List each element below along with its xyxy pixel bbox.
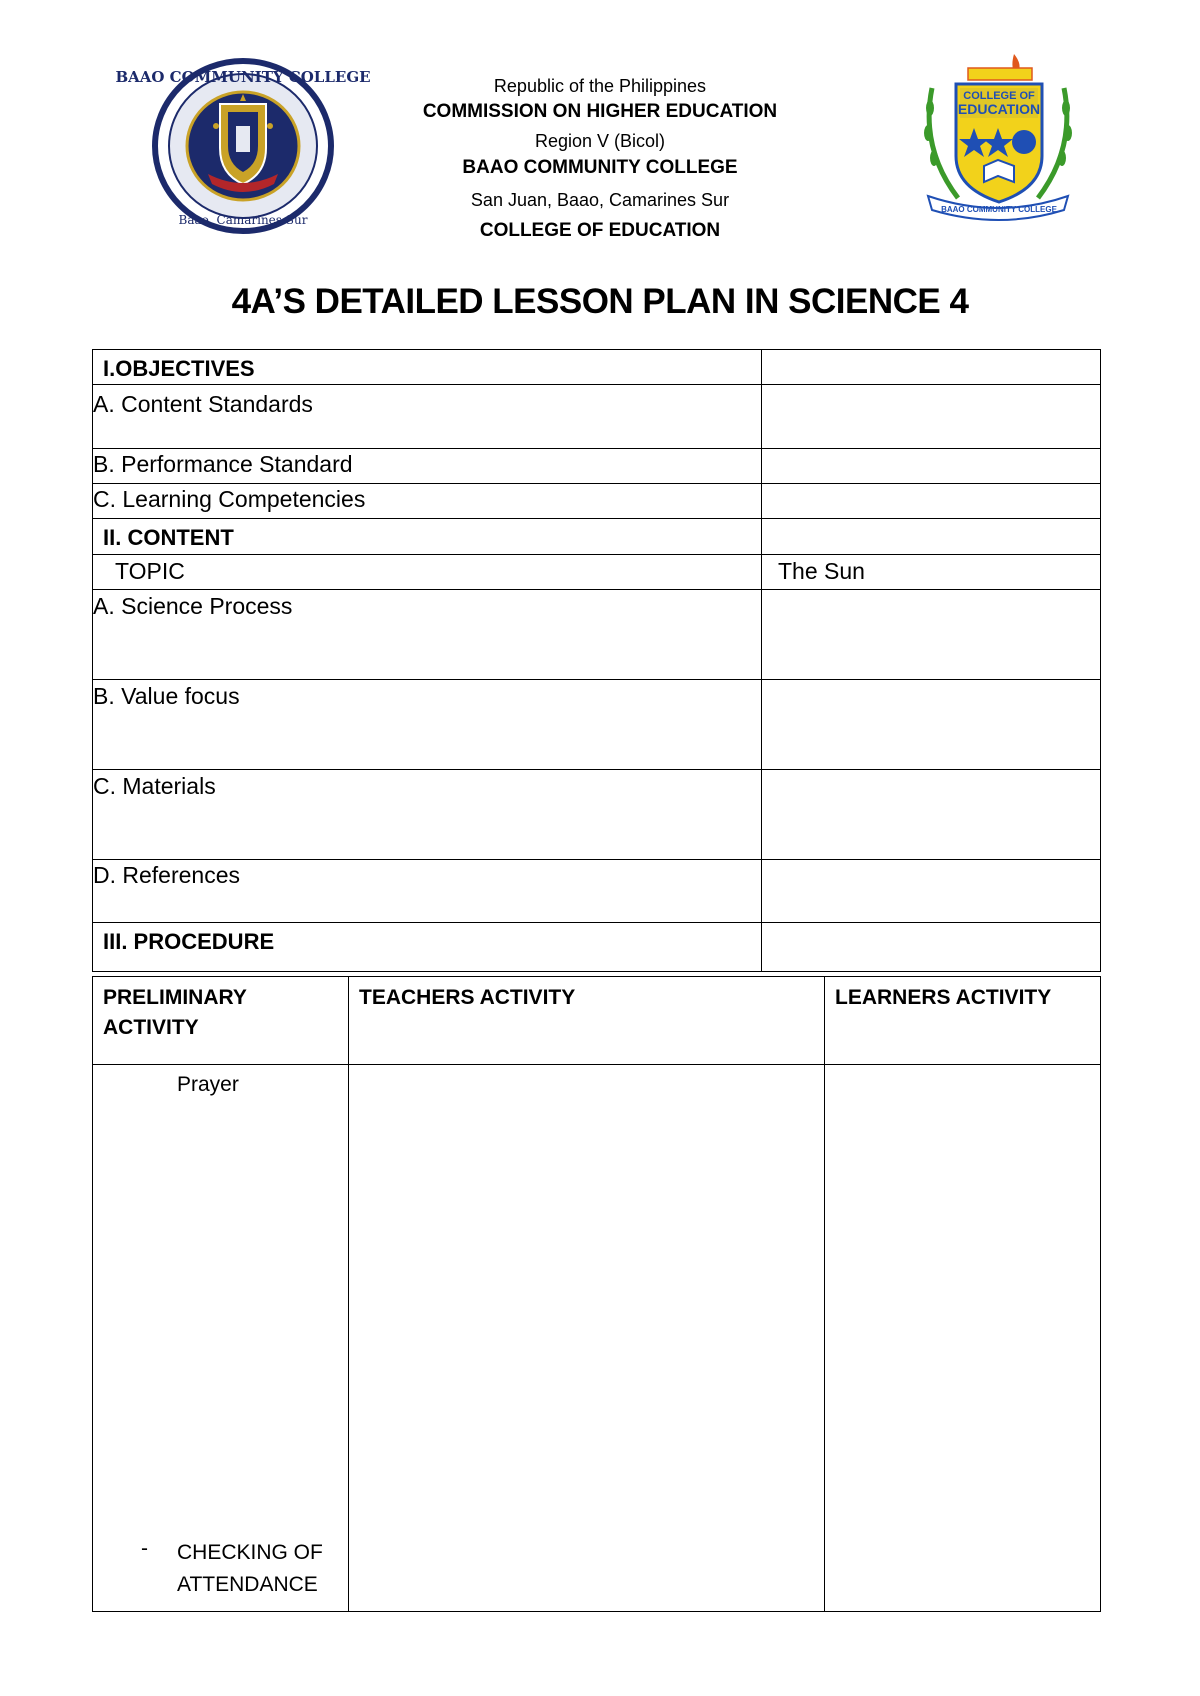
science-process-value-cell[interactable]: [762, 590, 1101, 680]
row-learning-competencies: [93, 484, 1101, 519]
objectives-value-cell[interactable]: [762, 350, 1101, 385]
row-science-process: [93, 590, 1101, 680]
learning-competencies-label: C. Learning Competencies: [93, 486, 366, 512]
content-standards-value-cell[interactable]: [762, 385, 1101, 449]
procedure-body-row: [93, 1065, 1101, 1612]
teachers-activity-cell[interactable]: [349, 1065, 825, 1612]
row-content: [93, 519, 1101, 555]
header-region: Region V (Bicol): [534, 131, 666, 151]
row-materials: [93, 770, 1101, 860]
right-logo-ribbon-text: BAAO COMMUNITY COLLEGE: [941, 205, 1057, 214]
row-objectives: [93, 350, 1101, 385]
row-content-standards: [93, 385, 1101, 449]
procedure-value-cell[interactable]: [762, 923, 1101, 972]
header-department: COLLEGE OF EDUCATION: [479, 220, 721, 241]
learning-competencies-value-cell[interactable]: [762, 484, 1101, 519]
references-label: D. References: [93, 862, 241, 888]
row-references: [93, 860, 1101, 923]
header-republic: Republic of the Philippines: [493, 76, 707, 96]
section-procedure-label: III. PROCEDURE: [103, 929, 275, 954]
row-value-focus: [93, 680, 1101, 770]
performance-standard-label: B. Performance Standard: [93, 451, 353, 477]
right-logo-banner-top: COLLEGE OF: [963, 90, 1035, 102]
procedure-table: [92, 976, 1101, 1612]
value-focus-label: B. Value focus: [93, 683, 240, 709]
left-logo-ring-text-top: BAAO COMMUNITY COLLEGE: [115, 68, 371, 86]
attendance-line-1: CHECKING OF: [177, 1541, 323, 1564]
preliminary-activity-cell: [93, 1065, 349, 1612]
attendance-item: [177, 1537, 323, 1601]
performance-standard-value-cell[interactable]: [762, 449, 1101, 484]
header-college-name: BAAO COMMUNITY COLLEGE: [462, 157, 738, 178]
materials-label: C. Materials: [93, 773, 216, 799]
lesson-plan-upper-table: [92, 349, 1101, 972]
col-learners-activity: LEARNERS ACTIVITY: [835, 986, 1052, 1009]
learners-activity-cell[interactable]: [825, 1065, 1101, 1612]
left-logo-ring-text-bottom: Baao, Camarines Sur: [178, 213, 308, 227]
row-procedure: [93, 923, 1101, 972]
value-focus-value-cell[interactable]: [762, 680, 1101, 770]
section-content-label: II. CONTENT: [103, 525, 234, 550]
header-address: San Juan, Baao, Camarines Sur: [470, 190, 730, 210]
references-value-cell[interactable]: [762, 860, 1101, 923]
procedure-header-row: [93, 977, 1101, 1065]
col-teachers-activity: TEACHERS ACTIVITY: [359, 986, 576, 1009]
attendance-bullet: -: [141, 1537, 148, 1560]
materials-value-cell[interactable]: [762, 770, 1101, 860]
content-standards-label: A. Content Standards: [93, 391, 313, 417]
topic-value-cell[interactable]: [762, 555, 1101, 590]
right-logo-banner-main: EDUCATION: [957, 101, 1041, 117]
topic-value: The Sun: [778, 558, 865, 584]
science-process-label: A. Science Process: [93, 593, 293, 619]
document-title: 4A’S DETAILED LESSON PLAN IN SCIENCE 4: [231, 282, 969, 321]
row-topic: [93, 555, 1101, 590]
section-objectives-label: I.OBJECTIVES: [103, 356, 255, 381]
header-commission: COMMISSION ON HIGHER EDUCATION: [422, 101, 778, 122]
content-value-cell[interactable]: [762, 519, 1101, 555]
col-preliminary-activity: PRELIMINARY ACTIVITY: [103, 986, 247, 1039]
row-performance-standard: [93, 449, 1101, 484]
topic-label: TOPIC: [115, 558, 185, 584]
attendance-line-2: ATTENDANCE: [177, 1573, 318, 1596]
prayer-item: Prayer: [177, 1073, 239, 1096]
